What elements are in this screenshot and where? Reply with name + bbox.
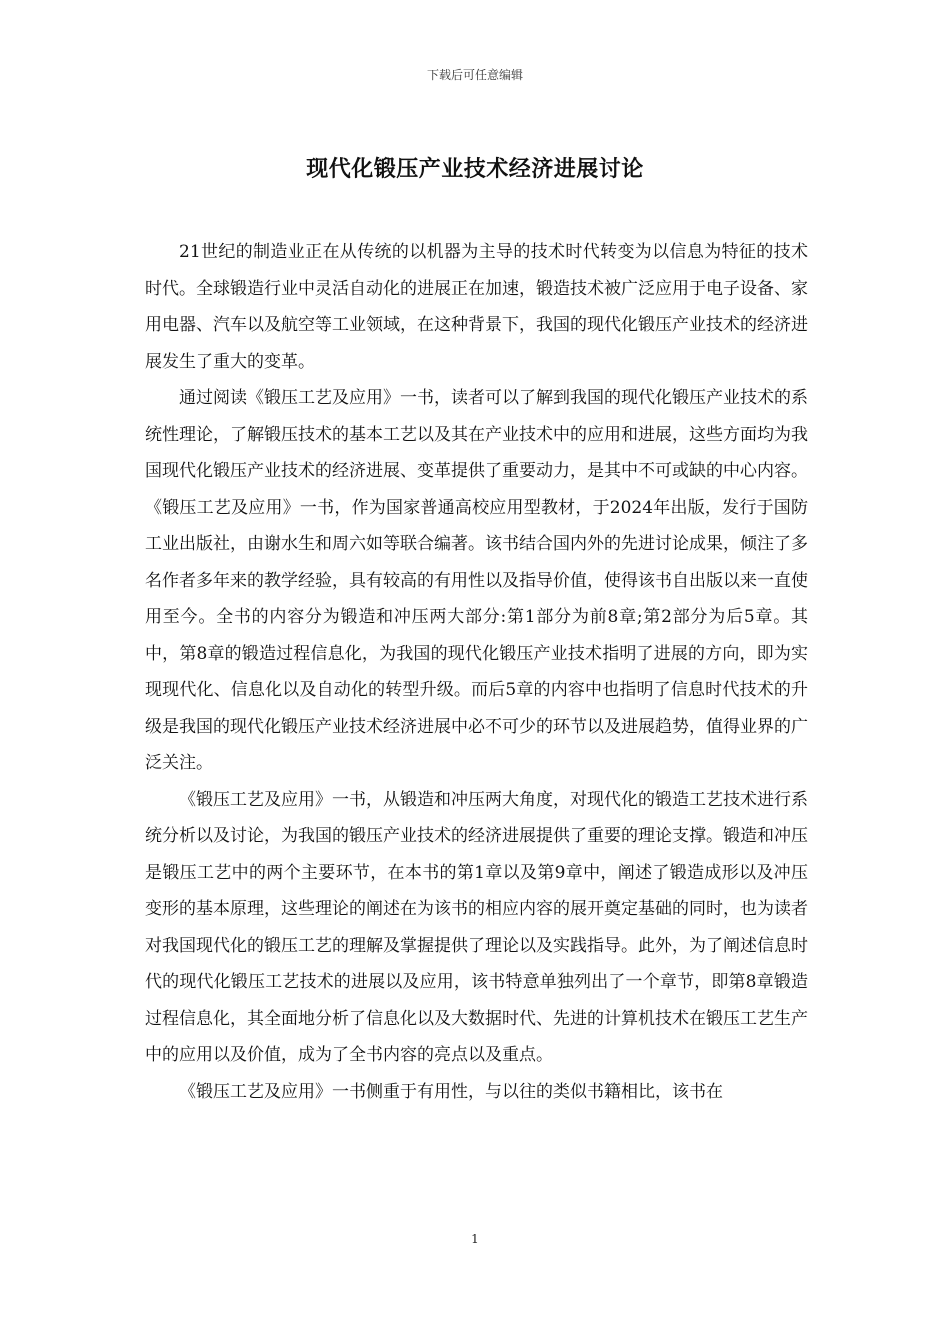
paragraph-3: 《锻压工艺及应用》一书，从锻造和冲压两大角度，对现代化的锻造工艺技术进行系统分析以及讨论，为我国的锻压产业技术的经济进展提供了重要的理论支撑。锻造和冲压是锻压工艺中的两个主要环节，在本书的第1章以及第9章中，阐述了锻造成形以及冲压变形的基本原理，这些理论的阐述在为该书的相应内容的展开奠定基础的同时，也为读者对我国现代化的锻压工艺的理解及掌握提供了理论以及实践指导。此外，为了阐述信息时代的现代化锻压工艺技术的进展以及应用，该书特意单独列出了一个章节，即第8章锻造过程信息化，其全面地分析了信息化以及大数据时代、先进的计算机技术在锻压工艺生产中的应用以及价值，成为了全书内容的亮点以及重点。: [145, 789, 808, 1065]
paragraph-4: 《锻压工艺及应用》一书侧重于有用性，与以往的类似书籍相比，该书在: [179, 1081, 723, 1102]
document-body: [145, 234, 808, 1110]
paragraph-1: 21世纪的制造业正在从传统的以机器为主导的技术时代转变为以信息为特征的技术时代。全球锻造行业中灵活自动化的进展正在加速，锻造技术被广泛应用于电子设备、家用电器、汽车以及航空等工业领域，在这种背景下，我国的现代化锻压产业技术的经济进展发生了重大的变革。: [145, 242, 808, 372]
header-note: 下载后可任意编辑: [426, 68, 523, 82]
paragraph-2: 通过阅读《锻压工艺及应用》一书，读者可以了解到我国的现代化锻压产业技术的系统性理论，了解锻压技术的基本工艺以及其在产业技术中的应用和进展，这些方面均为我国现代化锻压产业技术的经济进展、变革提供了重要动力，是其中不可或缺的中心内容。《锻压工艺及应用》一书，作为国家普通高校应用型教材，于2024年出版，发行于国防工业出版社，由谢水生和周六如等联合编著。该书结合国内外的先进讨论成果，倾注了多名作者多年来的教学经验，具有较高的有用性以及指导价值，使得该书自出版以来一直使用至今。全书的内容分为锻造和冲压两大部分:第1部分为前8章;第2部分为后5章。其中，第8章的锻造过程信息化，为我国的现代化锻压产业技术指明了进展的方向，即为实现现代化、信息化以及自动化的转型升级。而后5章的内容中也指明了信息时代技术的升级是我国的现代化锻压产业技术经济进展中必不可少的环节以及进展趋势，值得业界的广泛关注。: [145, 388, 808, 773]
document-title: 现代化锻压产业技术经济进展讨论: [306, 157, 644, 182]
page-number: 1: [471, 1232, 479, 1246]
